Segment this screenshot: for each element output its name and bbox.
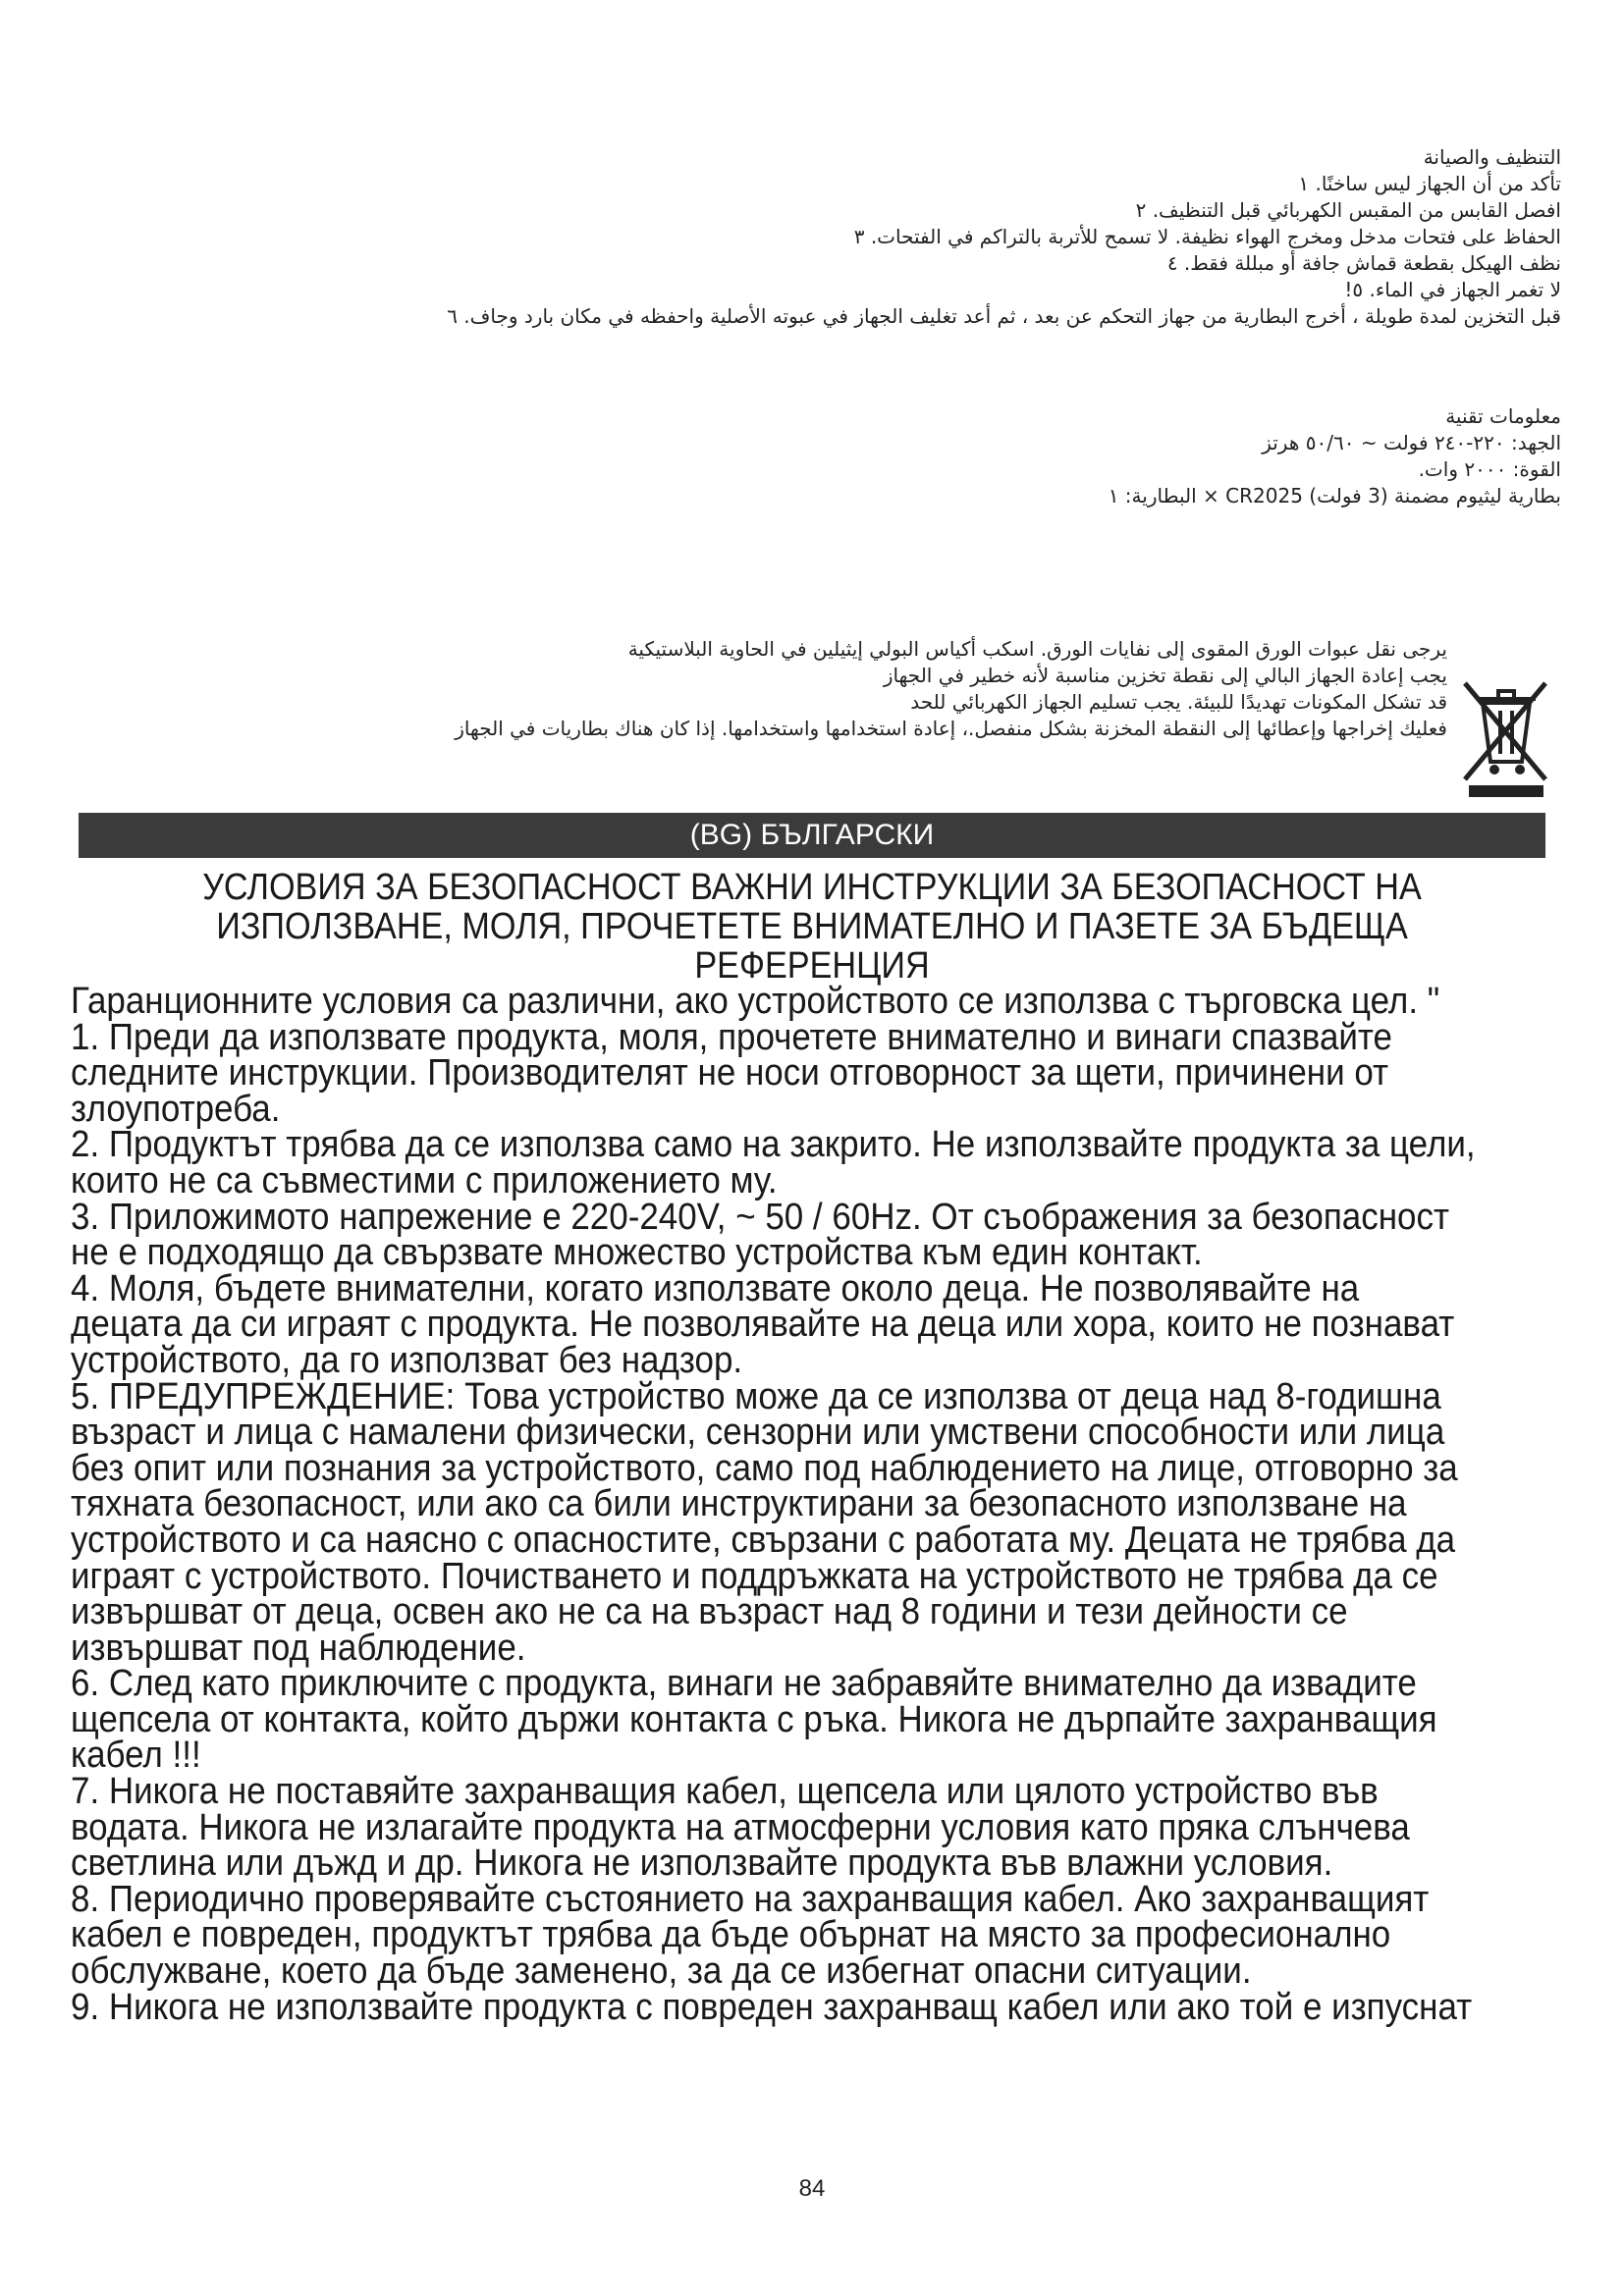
arabic-cleaning-line: نظف الهيكل بقطعة قماش جافة أو مبللة فقط. ٤ <box>1166 251 1561 275</box>
bg-paragraph: Гаранционните условия са различни, ако устройството се използва с търговска цел. " <box>71 981 1440 1022</box>
arabic-disposal-line: يجب إعادة الجهاز البالي إلى نقطة تخزين مناسبة لأنه خطير في الجهاز <box>883 664 1447 687</box>
arabic-cleaning-line: تأكد من أن الجهاز ليس ساخنًا. ١ <box>1298 172 1561 195</box>
bg-paragraph: 3. Приложимото напрежение е 220-240V, ~ 50 / 60Hz. От съображения за безопасност не е подходящо да свързвате множество устройства към един контакт. <box>71 1196 1449 1274</box>
arabic-disposal-section <box>455 636 1447 742</box>
bg-paragraph: 5. ПРЕДУПРЕЖДЕНИЕ: Това устройство може да се използва от деца над 8-годишна възраст и лица с намалени физически, сензорни или умствени способности или лица без опит или познания за устройството, само под наблюдението на лице, отговорно за тяхната безопасност, или ако са били инструктирани за безопасното използване на устройството и са наясно с опасностите, свързани с работата му. Децата не трябва да играят с устройството. Почистването и поддръжката на устройството не трябва да се извършват от деца, освен ако не са на възраст над 8 години и тези дейности се извършват под наблюдение. <box>71 1375 1458 1669</box>
bg-paragraph: 1. Преди да използвате продукта, моля, прочетете внимателно и винаги спазвайте следните инструкции. Производителят не носи отговорност за щети, причинени от злоупотреба. <box>71 1016 1393 1130</box>
arabic-cleaning-line: لا تغمر الجهاز في الماء. ٥! <box>1344 278 1561 301</box>
arabic-tech-line: بطارية ليثيوم مضمنة (3 فولت) CR2025 × البطارية: ١ <box>1108 484 1561 507</box>
bulgarian-safety-body <box>71 981 1534 2028</box>
bulgarian-section-header: (BG) БЪЛГАРСКИ <box>79 813 1545 858</box>
bg-paragraph: 6. След като приключите с продукта, винаги не забравяйте внимателно да извадите щепсела от контакта, който държи контакта с ръка. Никога не дърпайте захранващия кабел !!! <box>71 1663 1437 1777</box>
arabic-cleaning-section <box>447 144 1561 330</box>
bg-paragraph: 9. Никога не използвайте продукта с повреден захранващ кабел или ако той е изпуснат <box>71 1986 1473 2028</box>
arabic-tech-line: القوة: ٢٠٠٠ وات. <box>1418 457 1561 481</box>
arabic-cleaning-line: الحفاظ على فتحات مدخل ومخرج الهواء نظيفة. لا تسمح للأتربة بالتراكم في الفتحات. ٣ <box>853 225 1561 248</box>
page-number: 84 <box>798 2175 826 2202</box>
crossed-out-bin-icon <box>1451 664 1559 801</box>
arabic-disposal-line: قد تشكل المكونات تهديدًا للبيئة. يجب تسليم الجهاز الكهربائي للحد <box>910 690 1447 714</box>
arabic-cleaning-heading: التنظيف والصيانة <box>1423 145 1561 169</box>
arabic-tech-heading: معلومات تقنية <box>1445 404 1561 428</box>
arabic-cleaning-line: افصل القابس من المقبس الكهربائي قبل التنظيف. ٢ <box>1135 198 1561 222</box>
bulgarian-safety-title: УСЛОВИЯ ЗА БЕЗОПАСНОСТ ВАЖНИ ИНСТРУКЦИИ ЗА БЕЗОПАСНОСТ НА ИЗПОЛЗВАНЕ, МОЛЯ, ПРОЧЕТЕТЕ ВНИМАТЕЛНО И ПАЗЕТЕ ЗА БЪДЕЩА РЕФЕРЕНЦИЯ <box>202 867 1422 987</box>
arabic-disposal-line: فعليك إخراجها وإعطائها إلى النقطة المخزنة بشكل منفصل.، إعادة استخدامها واستخدامها. إذا كان هناك بطاريات في الجهاز <box>455 717 1447 740</box>
bg-paragraph: 7. Никога не поставяйте захранващия кабел, щепсела или цялото устройство във водата. Никога не излагайте продукта на атмосферни условия като пряка слънчева светлина или дъжд и др. Никога не използвайте продукта във влажни условия. <box>71 1771 1410 1885</box>
bg-paragraph: 2. Продуктът трябва да се използва само на закрито. Не използвайте продукта за цели, които не са съвместими с приложението му. <box>71 1124 1476 1201</box>
arabic-disposal-line: يرجى نقل عبوات الورق المقوى إلى نفايات الورق. اسكب أكياس البولي إيثيلين في الحاوية البلاستيكية <box>627 637 1447 661</box>
arabic-tech-info-section <box>1109 403 1561 509</box>
arabic-cleaning-line: قبل التخزين لمدة طويلة ، أخرج البطارية من جهاز التحكم عن بعد ، ثم أعد تغليف الجهاز في عبوته الأصلية واحفظه في مكان بارد وجاف. ٦ <box>447 304 1561 328</box>
bg-paragraph: 8. Периодично проверявайте състоянието на захранващия кабел. Ако захранващият кабел е повреден, продуктът трябва да бъде обърнат на място за професионално обслужване, което да бъде заменено, за да се избегнат опасни ситуации. <box>71 1878 1430 1993</box>
arabic-tech-line: الجهد: ٢٢٠-٢٤٠ فولت ~ ٥٠/٦٠ هرتز <box>1262 431 1561 454</box>
bg-paragraph: 4. Моля, бъдете внимателни, когато използвате около деца. Не позволявайте на децата да си играят с продукта. Не позволявайте на деца или хора, които не познават устройството, да го използват без надзор. <box>71 1267 1455 1381</box>
